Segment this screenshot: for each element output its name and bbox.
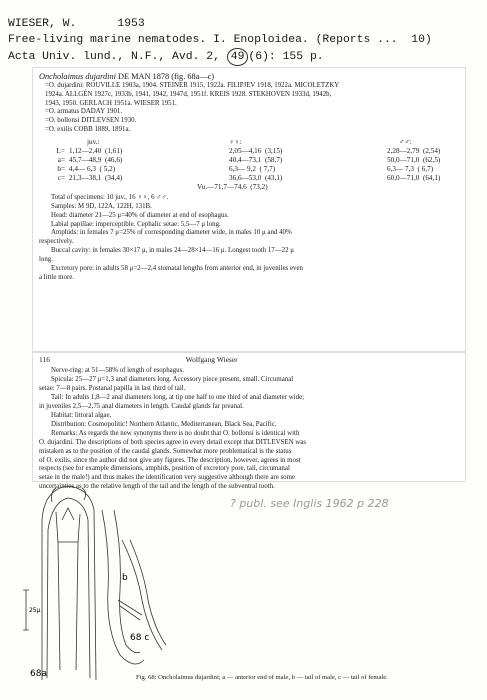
juv-value: 45,7—48,9 (46,6) xyxy=(69,155,123,164)
head-outline xyxy=(42,486,96,680)
text-line: setae: 7—8 pairs. Postanal papilla in last third of tail. xyxy=(39,384,186,392)
juv-value: 21,3—38,1 (34,4) xyxy=(69,173,123,182)
male-value: 2,28—2,79 (2,54) xyxy=(387,146,441,155)
text-line: in juveniles 2,5—2,75 anal diameters in length. Caudal glands far preanal. xyxy=(39,402,244,410)
tooth xyxy=(62,508,74,520)
head-inner xyxy=(47,498,90,678)
female-value: 6,3— 9,2 ( 7,7) xyxy=(229,164,276,173)
journal: Acta Univ. lund., N.F., Avd. 2, xyxy=(8,51,220,63)
text-line: Tail: In adults 1,8—2 anal diameters long, at tip one half to one third of anal diameter wide; xyxy=(51,393,305,401)
text-line: respectively. xyxy=(39,238,74,246)
col-juv: juv.: xyxy=(87,137,100,146)
text-line: mistaken as to the position of the caudal glands. Somewhat more problematical is the status xyxy=(39,447,292,455)
volume-number: 49 xyxy=(227,48,249,66)
text-line: Head: diameter 21—25 μ=40% of diameter at end of esophagus. xyxy=(51,211,229,219)
synonym-line: =O. exilis COBB 1889, 1891a. xyxy=(45,125,131,133)
handwritten-note: ? publ. see Inglis 1962 p 228 xyxy=(230,497,389,510)
text-line: Distribution: Cosmopolitic! Northern Atlantic, Mediterranean, Black Sea, Pacific. xyxy=(51,420,277,428)
measurement-label: L= xyxy=(56,146,65,155)
synonym-line: =O. armatus DADAY 1901. xyxy=(45,108,123,116)
male-value: 60,0—71,0 (64,1) xyxy=(387,173,441,182)
text-line: Excretory pore: in adults 58 μ=2—2,4 stomatal lengths from anterior end, in juveniles even xyxy=(51,265,303,273)
scale-label: 25μ xyxy=(29,607,41,614)
male-value: 6,3— 7,3 ( 6,7) xyxy=(387,164,434,173)
measurement-row xyxy=(39,174,440,183)
species-author: DE MAN 1878 (fig. 68a—c) xyxy=(115,72,215,81)
text-line: Total of specimens: 10 juv., 16 ♀♀, 6 ♂♂. xyxy=(51,193,169,201)
text-line: a little more. xyxy=(39,273,75,281)
text-line: long. xyxy=(39,256,53,264)
measurements-table xyxy=(39,138,459,192)
running-head xyxy=(39,355,459,365)
text-line: Remarks: As regards the new synonyms there is no doubt that O. bollonsi is identical with xyxy=(51,429,300,437)
juv-value: 1,12—2,40 (1,61) xyxy=(69,146,123,155)
figure-caption: Fig. 68: Oncholaimus dujardini; a — anterior end of male, b — tail of male, c — tail of female. xyxy=(136,674,388,681)
vu-value: Vu.—71,7—74,6 (73,2) xyxy=(197,182,268,191)
female-value: 40,4—73,1 (58,7) xyxy=(229,155,283,164)
species-heading xyxy=(39,71,459,82)
text-clipping-2 xyxy=(32,352,466,491)
measurement-row xyxy=(39,156,440,165)
spicule xyxy=(118,600,142,620)
work-title: Free-living marine nematodes. I. Enoploidea. (Reports ... 10) xyxy=(8,34,432,46)
issue-pages: (6): 155 p. xyxy=(248,51,324,63)
text-line: Nerve-ring: at 51—58% of length of esophagus. xyxy=(51,367,184,374)
description-part-1 xyxy=(39,194,459,283)
synonym-line: 1924a. ALLGÉN 1927c, 1933b, 1941, 1942, 1947d, 1951f. KREIS 1928. STEKHOVEN 1933d, 1942b, xyxy=(45,90,332,98)
female-tail-inner xyxy=(130,540,166,645)
reference-header xyxy=(8,16,478,64)
female-value: 36,6—53,0 (43,1) xyxy=(229,173,283,182)
author-year: WIESER, W. 1953 xyxy=(8,18,145,30)
text-line: O. dujardini. The descriptions of both species agree in every detail except that DITLEVSEN was xyxy=(39,438,306,446)
measurement-label: c= xyxy=(57,173,65,182)
col-female: ♀♀: xyxy=(229,137,242,146)
text-line: Spicula: 25—27 μ=1,3 anal diameters long. Accessory piece present, small. Circumanal xyxy=(51,375,294,383)
figure-label-b: b xyxy=(122,573,128,583)
text-line: setae in the male!) and thus makes the identification very suggestive although there are some xyxy=(39,474,296,482)
description-part-2 xyxy=(39,367,459,492)
measurement-row xyxy=(39,165,440,174)
text-line: Samples: M 9D, 122A, 122H, 131B. xyxy=(51,202,152,210)
running-author: Wolfgang Wieser xyxy=(185,355,238,364)
male-value: 50,0—71,0 (62,5) xyxy=(387,155,441,164)
figure-68-drawing xyxy=(22,480,172,685)
text-line: Labial papillae: imperceptible. Cephalic setae: 5,5—7 μ long. xyxy=(51,220,221,228)
page-number: 116 xyxy=(39,355,50,364)
synonym-line: 1943, 1950. GERLACH 1951a. WIESER 1951. xyxy=(45,99,177,107)
col-male: ♂♂: xyxy=(399,137,412,146)
synonym-line: =O. dujardini: ROUVILLE 1903a, 1904. STEINER 1915, 1922a. FILIPJEV 1918, 1922a. MICOLETZKY xyxy=(45,82,340,89)
esophagus xyxy=(58,542,78,670)
cephalic-seta-right xyxy=(82,488,86,500)
measurement-label: a= xyxy=(57,155,65,164)
text-line: Habitat: littoral algae. xyxy=(51,411,112,419)
female-value: 2,05—4,16 (3,15) xyxy=(229,146,283,155)
text-line: uncertainties as to the relative length of the tail and the length of the subventral tooth. xyxy=(39,483,275,491)
synonym-line: =O. bollonsi DITLEVSEN 1930. xyxy=(45,117,137,125)
figure-label-c: 68 c xyxy=(130,633,150,643)
measurement-label: b= xyxy=(57,164,65,173)
text-line: Amphids: in females 7 μ=25% of corresponding diameter wide, in males 10 μ and 40% xyxy=(51,229,292,237)
measurement-row xyxy=(39,147,440,156)
buccal-cavity xyxy=(56,512,80,542)
text-line: of O. exilis, since the author did not give any figures. The description, however, agrees in most xyxy=(39,456,301,464)
juv-value: 4,4— 6,3 ( 5,2) xyxy=(69,164,116,173)
text-line: Buccal cavity: in females 30×17 μ, in males 24—28×14—16 μ. Longest tooth 17—22 μ xyxy=(51,247,294,255)
synonym-list xyxy=(39,82,459,135)
species-name: Oncholaimus dujardini xyxy=(39,72,116,81)
text-line: respects (see for example dimensions, amphids, position of excretory pore, tail, circumanal xyxy=(39,465,290,473)
text-clipping-1 xyxy=(32,67,466,352)
figure-label-a: 68a xyxy=(30,669,47,679)
